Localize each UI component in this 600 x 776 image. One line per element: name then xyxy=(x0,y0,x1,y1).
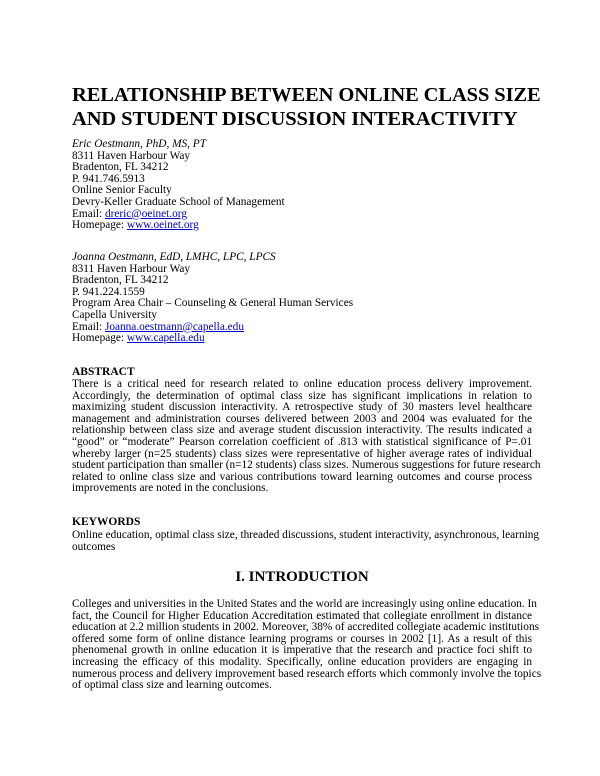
email-label: Email: xyxy=(72,320,105,333)
title-line-2: AND STUDENT DISCUSSION INTERACTIVITY xyxy=(72,108,518,130)
author-homepage-link[interactable]: www.oeinet.org xyxy=(126,219,199,232)
author-block-2 xyxy=(72,252,532,345)
introduction-heading: I. INTRODUCTION xyxy=(235,569,369,585)
author-institution: Capella University xyxy=(72,308,158,321)
author-phone: P. 941.224.1559 xyxy=(72,285,145,298)
author-role: Online Senior Faculty xyxy=(72,184,172,197)
author-street: 8311 Haven Harbour Way xyxy=(72,262,190,275)
keywords-body xyxy=(72,529,540,553)
abstract-line: Accordingly, the determination of optimal class size has significant implications in relation to xyxy=(72,389,532,402)
title-line-1: RELATIONSHIP BETWEEN ONLINE CLASS SIZE xyxy=(72,84,541,106)
abstract-line: whereby larger (n=25 students) class sizes were representative of higher average rates of individual xyxy=(72,447,532,460)
abstract-line: maximizing student discussion interactivity. A retrospective study of 30 masters level healthcare xyxy=(72,401,532,414)
homepage-label: Homepage: xyxy=(72,332,127,345)
keywords-line: outcomes xyxy=(72,540,116,553)
author-homepage-line xyxy=(72,220,532,232)
introduction-line: increasing the efficacy of this modality. Specifically, online education providers are engaging in xyxy=(72,655,532,668)
abstract-line: related to online class size and various contributions toward learning outcomes and course process xyxy=(72,470,532,483)
author-name: Joanna Oestmann, EdD, LMHC, LPC, LPCS xyxy=(72,251,276,263)
email-label: Email: xyxy=(72,207,105,220)
abstract-line: relationship between class size and average student discussion interactivity. The results indicated a xyxy=(72,424,532,437)
abstract-line: management and administration courses delivered between 2003 and 2004 was evaluated for the xyxy=(72,412,532,425)
author-block-1 xyxy=(72,139,532,232)
introduction-body xyxy=(72,598,542,692)
introduction-line: fact, the Council for Higher Education Accreditation estimated that collegiate enrollment in distance xyxy=(72,609,532,622)
author-email-link[interactable]: dreric@oeinet.org xyxy=(104,207,187,220)
author-institution: Devry-Keller Graduate School of Management xyxy=(72,195,285,208)
homepage-label: Homepage: xyxy=(72,219,127,232)
author-homepage-line xyxy=(72,333,532,345)
abstract-line: student participation than smaller (n=12 students) class sizes. Numerous suggestions for future research xyxy=(72,459,541,472)
introduction-line: education at 2.2 million students in 2002. Moreover, 38% of accredited collegiate academic institutions xyxy=(72,621,539,634)
abstract-line: improvements are noted in the conclusions. xyxy=(72,482,269,495)
author-phone: P. 941.746.5913 xyxy=(72,172,145,185)
author-homepage-link[interactable]: www.capella.edu xyxy=(126,332,205,345)
author-city: Bradenton, FL 34212 xyxy=(72,274,169,287)
author-name: Eric Oestmann, PhD, MS, PT xyxy=(72,138,206,150)
author-city: Bradenton, FL 34212 xyxy=(72,161,169,174)
introduction-line: phenomenal growth in online education it is imperative that the research and practice foci shift to xyxy=(72,644,532,657)
author-street: 8311 Haven Harbour Way xyxy=(72,149,190,162)
abstract-line: “good” or “moderate” Pearson correlation coefficient of .813 with statistical significance of P=.01 xyxy=(72,435,532,448)
keywords-line: Online education, optimal class size, threaded discussions, student interactivity, asynchronous, learning xyxy=(72,529,540,541)
author-role: Program Area Chair – Counseling & General Human Services xyxy=(72,297,354,310)
abstract-body xyxy=(72,378,541,495)
introduction-line: of optimal class size and learning outcomes. xyxy=(72,679,272,692)
keywords-heading: KEYWORDS xyxy=(72,516,141,528)
introduction-line: numerous process and delivery improvement based research efforts which commonly involve the topics xyxy=(72,667,542,680)
author-email-link[interactable]: Joanna.oestmann@capella.edu xyxy=(104,320,244,333)
introduction-line: Colleges and universities in the United States and the world are increasingly using online education. In xyxy=(72,598,537,610)
abstract-heading: ABSTRACT xyxy=(72,366,135,378)
introduction-line: offered some form of online distance learning programs or courses in 2002 [1]. As a result of this xyxy=(72,632,532,645)
abstract-line: There is a critical need for research related to online education process delivery improvement. xyxy=(72,378,532,390)
paper-title xyxy=(72,83,542,131)
